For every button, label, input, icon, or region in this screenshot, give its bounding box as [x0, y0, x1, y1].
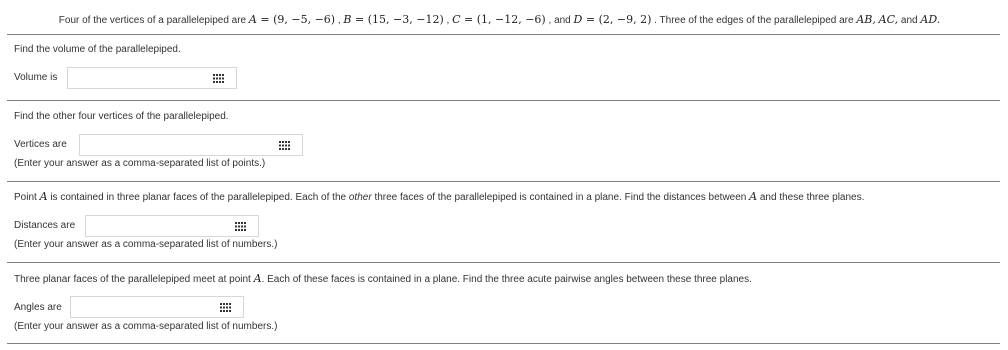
q2-divider: [7, 181, 1000, 182]
edge-ac: AC: [878, 13, 895, 26]
matrix-grid-icon[interactable]: [235, 222, 246, 231]
q3-prompt: Point A is contained in three planar faces of the parallelepiped. Each of the other three faces of the parallelepiped is contained in a plane. Find the distances between A and these three planes.: [14, 190, 865, 203]
point-d: D = (2, −9, 2): [573, 13, 652, 26]
header-divider: [7, 34, 1000, 35]
volume-answer-field[interactable]: [67, 67, 237, 89]
q1-prompt: Find the volume of the parallelepiped.: [14, 44, 181, 55]
q4-prompt: Three planar faces of the parallelepiped meet at point A. Each of these faces is contained in a plane. Find the three acute pairwise angles between these three planes.: [14, 272, 752, 285]
q3-label: Distances are: [14, 220, 76, 231]
matrix-grid-icon[interactable]: [220, 303, 231, 312]
point-a: A = (9, −5, −6): [248, 13, 336, 26]
problem-intro: Four of the vertices of a parallelepiped are: [58, 15, 247, 26]
q2-prompt: Find the other four vertices of the parallelepiped.: [14, 111, 229, 122]
point-a-ref: A: [253, 272, 262, 285]
point-c: C = (1, −12, −6): [452, 13, 546, 26]
q1-label: Volume is: [14, 72, 58, 83]
vertices-answer-field[interactable]: [79, 134, 303, 156]
q2-label: Vertices are: [14, 139, 67, 150]
and-word: and: [554, 15, 571, 26]
q3-divider: [7, 262, 1000, 263]
point-a-ref: A: [749, 190, 758, 203]
q2-hint: (Enter your answer as a comma-separated list of points.): [14, 158, 266, 169]
q3-hint: (Enter your answer as a comma-separated list of numbers.): [14, 239, 278, 250]
problem-statement: Four of the vertices of a parallelepiped are A = (9, −5, −6) , B = (15, −3, −12) , C = (1, −12, −6) , and D = (2, −9, 2) . Three of the edges of the parallelepiped are AB, AC, and AD.: [14, 13, 1000, 31]
redacted-number: [14, 13, 56, 23]
q4-label: Angles are: [14, 302, 62, 313]
edge-ab: AB: [856, 13, 873, 26]
q4-divider: [7, 343, 1000, 344]
point-a-ref: A: [39, 190, 48, 203]
distances-answer-field[interactable]: [85, 215, 259, 237]
edges-and: and: [900, 15, 918, 26]
q4-hint: (Enter your answer as a comma-separated list of numbers.): [14, 321, 278, 332]
point-b: B = (15, −3, −12): [343, 13, 444, 26]
angles-answer-field[interactable]: [70, 296, 244, 318]
edge-ad: AD: [920, 13, 937, 26]
matrix-grid-icon[interactable]: [213, 74, 224, 83]
matrix-grid-icon[interactable]: [279, 141, 290, 150]
q1-divider: [7, 100, 1000, 101]
edges-text: Three of the edges of the parallelepiped are: [659, 15, 854, 26]
